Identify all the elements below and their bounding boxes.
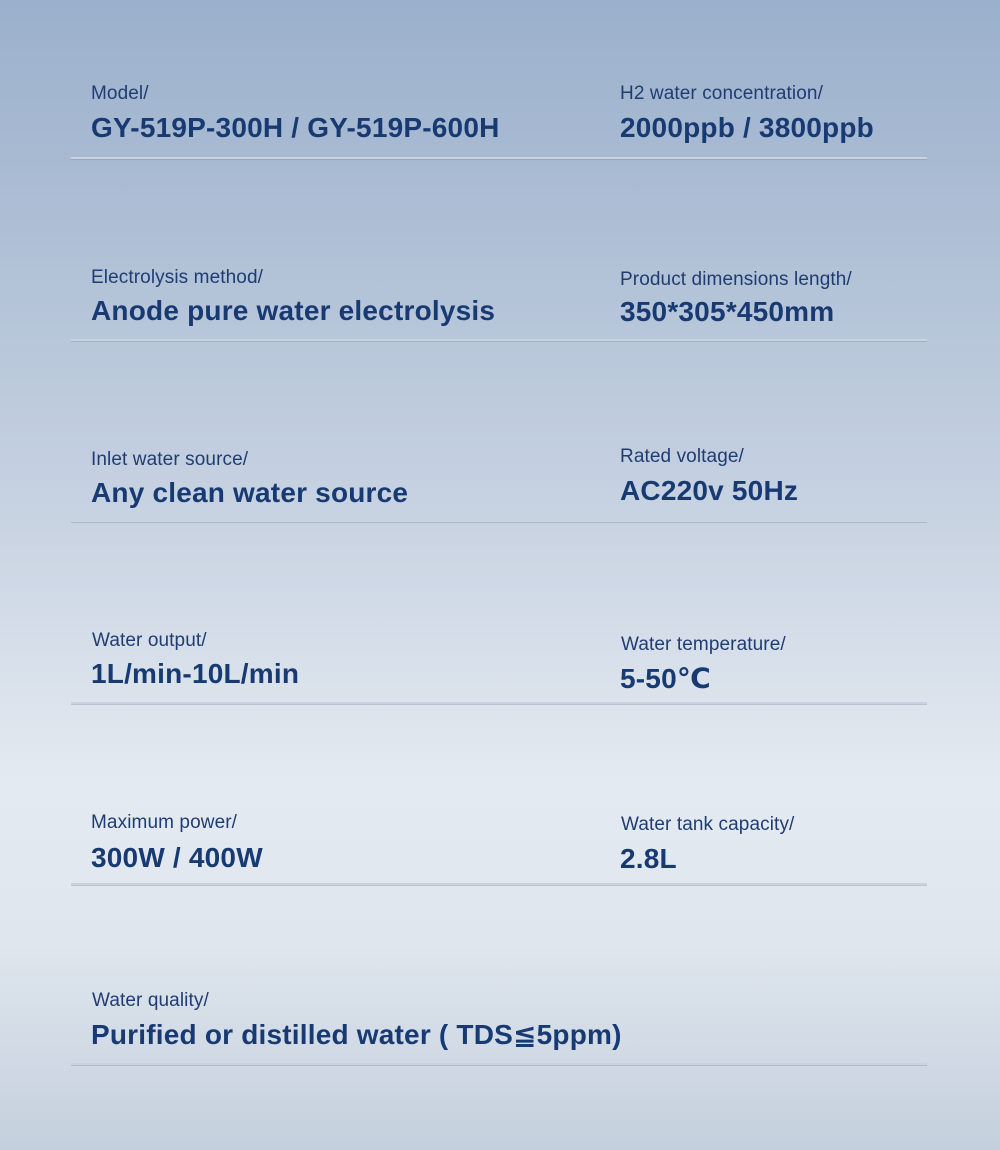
spec-rated-voltage-value: AC220v 50Hz xyxy=(620,475,799,506)
spec-rated-voltage-label: Rated voltage/ xyxy=(620,446,744,467)
spec-dimensions-value: 350*305*450mm xyxy=(620,296,835,327)
spec-electrolysis-method-value: Anode pure water electrolysis xyxy=(91,295,496,326)
spec-water-temperature xyxy=(605,625,927,704)
spec-maximum-power-label: Maximum power/ xyxy=(91,812,238,833)
spec-tank-capacity-value: 2.8L xyxy=(620,843,677,874)
spec-water-output xyxy=(71,625,605,704)
spec-water-temperature-value: 5-50℃ xyxy=(620,663,711,694)
spec-maximum-power xyxy=(71,806,605,885)
spec-rated-voltage xyxy=(605,443,927,522)
spec-water-output-label: Water output/ xyxy=(92,630,207,651)
spec-water-quality-value: Purified or distilled water ( TDS≦5ppm) xyxy=(91,1019,622,1050)
spec-h2-concentration xyxy=(605,80,927,159)
spec-model-label: Model/ xyxy=(91,83,149,104)
spec-h2-concentration-label: H2 water concentration/ xyxy=(620,83,823,104)
spec-water-quality-label: Water quality/ xyxy=(92,990,209,1011)
spec-inlet-water-source xyxy=(71,443,605,522)
spec-h2-concentration-value: 2000ppb / 3800ppb xyxy=(620,112,874,143)
spec-model xyxy=(71,80,605,159)
spec-water-quality xyxy=(71,986,927,1065)
spec-dimensions xyxy=(605,262,927,341)
spec-model-value: GY-519P-300H / GY-519P-600H xyxy=(91,112,500,143)
spec-water-output-value: 1L/min-10L/min xyxy=(91,658,300,689)
spec-inlet-water-source-label: Inlet water source/ xyxy=(91,449,249,470)
spec-tank-capacity xyxy=(605,806,927,885)
spec-electrolysis-method xyxy=(71,262,605,341)
spec-water-temperature-label: Water temperature/ xyxy=(621,634,786,655)
spec-dimensions-label: Product dimensions length/ xyxy=(620,269,852,290)
spec-maximum-power-value: 300W / 400W xyxy=(91,842,263,873)
spec-inlet-water-source-value: Any clean water source xyxy=(91,477,409,508)
spec-electrolysis-method-label: Electrolysis method/ xyxy=(91,267,264,288)
spec-tank-capacity-label: Water tank capacity/ xyxy=(621,814,795,835)
